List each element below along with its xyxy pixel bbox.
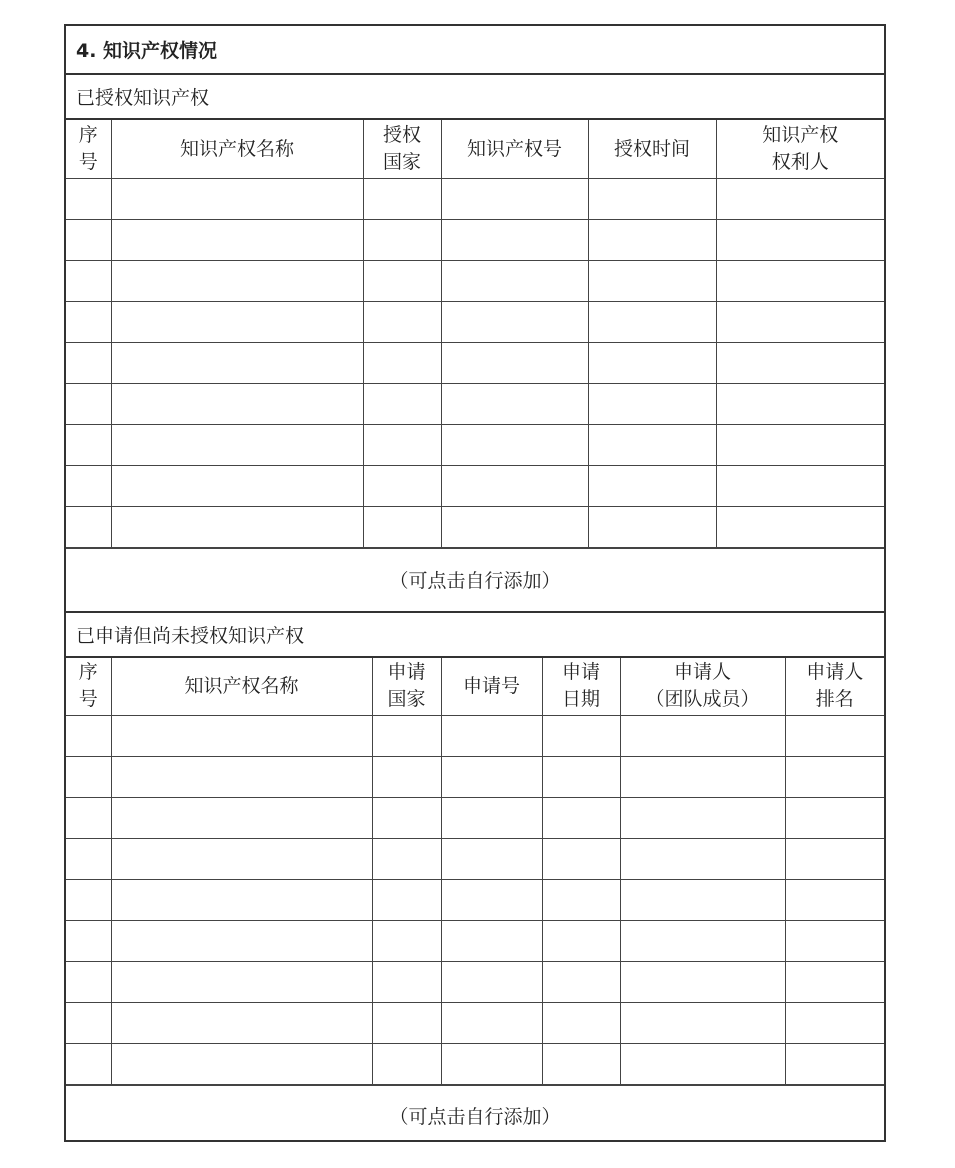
table-row [66, 880, 884, 921]
table-cell[interactable] [363, 178, 441, 219]
table-cell[interactable] [363, 424, 441, 465]
table-cell[interactable] [363, 219, 441, 260]
header-apply-country: 申请 国家 [372, 658, 441, 716]
table-cell[interactable] [441, 383, 588, 424]
table-cell[interactable] [620, 757, 785, 798]
table-row [66, 219, 884, 260]
table-cell[interactable] [542, 716, 620, 757]
header-applicant: 申请人 （团队成员） [620, 658, 785, 716]
pending-table [66, 658, 884, 1086]
table-cell[interactable] [111, 465, 363, 506]
table-cell[interactable] [363, 506, 441, 547]
table-cell[interactable] [441, 301, 588, 342]
table-cell[interactable] [588, 301, 716, 342]
table-cell[interactable] [785, 839, 884, 880]
table-cell[interactable] [716, 424, 884, 465]
table-cell[interactable] [66, 962, 111, 1003]
table-cell[interactable] [620, 921, 785, 962]
table-row [66, 757, 884, 798]
table-cell[interactable] [785, 716, 884, 757]
table-cell[interactable] [620, 798, 785, 839]
table-row [66, 921, 884, 962]
table-cell[interactable] [588, 506, 716, 547]
table-cell[interactable] [441, 962, 542, 1003]
table-row [66, 1003, 884, 1044]
table-cell[interactable] [620, 716, 785, 757]
table-row [66, 716, 884, 757]
pending-header-row [66, 658, 884, 716]
table-cell[interactable] [716, 178, 884, 219]
table-cell[interactable] [716, 342, 884, 383]
table-cell[interactable] [66, 219, 111, 260]
table-cell[interactable] [372, 757, 441, 798]
table-cell[interactable] [588, 465, 716, 506]
table-cell[interactable] [66, 798, 111, 839]
table-row [66, 506, 884, 547]
table-cell[interactable] [111, 383, 363, 424]
table-cell[interactable] [620, 962, 785, 1003]
table-row [66, 798, 884, 839]
header-ip-number: 知识产权号 [441, 120, 588, 178]
table-cell[interactable] [716, 383, 884, 424]
table-cell[interactable] [441, 260, 588, 301]
table-cell[interactable] [588, 424, 716, 465]
table-cell[interactable] [66, 342, 111, 383]
table-cell[interactable] [716, 506, 884, 547]
table-cell[interactable] [441, 880, 542, 921]
table-cell[interactable] [66, 301, 111, 342]
table-cell[interactable] [441, 1003, 542, 1044]
table-row [66, 260, 884, 301]
table-cell[interactable] [588, 383, 716, 424]
table-cell[interactable] [441, 716, 542, 757]
table-cell[interactable] [441, 839, 542, 880]
table-cell[interactable] [542, 962, 620, 1003]
table-cell[interactable] [441, 465, 588, 506]
table-cell[interactable] [620, 839, 785, 880]
table-cell[interactable] [66, 1003, 111, 1044]
table-cell[interactable] [66, 383, 111, 424]
table-cell[interactable] [785, 1003, 884, 1044]
table-cell[interactable] [372, 839, 441, 880]
table-row [66, 342, 884, 383]
table-cell[interactable] [363, 383, 441, 424]
header-seq: 序 号 [66, 120, 111, 178]
table-cell[interactable] [66, 506, 111, 547]
table-cell[interactable] [716, 301, 884, 342]
table-cell[interactable] [441, 219, 588, 260]
table-cell[interactable] [542, 757, 620, 798]
table-cell[interactable] [111, 342, 363, 383]
table-cell[interactable] [620, 880, 785, 921]
table-cell[interactable] [111, 1044, 372, 1085]
granted-subtitle: 已授权知识产权 [66, 75, 884, 120]
table-cell[interactable] [441, 178, 588, 219]
table-cell[interactable] [372, 921, 441, 962]
table-cell[interactable] [66, 424, 111, 465]
table-cell[interactable] [588, 219, 716, 260]
table-cell[interactable] [542, 1003, 620, 1044]
table-cell[interactable] [441, 1044, 542, 1085]
table-cell[interactable] [785, 1044, 884, 1085]
header-seq: 序 号 [66, 658, 111, 716]
table-cell[interactable] [441, 757, 542, 798]
table-cell[interactable] [372, 798, 441, 839]
table-cell[interactable] [111, 880, 372, 921]
table-row [66, 465, 884, 506]
table-cell[interactable] [111, 506, 363, 547]
table-cell[interactable] [716, 465, 884, 506]
table-cell[interactable] [363, 342, 441, 383]
table-cell[interactable] [66, 880, 111, 921]
table-cell[interactable] [111, 260, 363, 301]
table-cell[interactable] [111, 716, 372, 757]
table-cell[interactable] [111, 921, 372, 962]
granted-table [66, 120, 884, 548]
section-title: 4. 知识产权情况 [66, 26, 884, 75]
table-cell[interactable] [111, 219, 363, 260]
table-cell[interactable] [542, 798, 620, 839]
table-cell[interactable] [588, 342, 716, 383]
table-cell[interactable] [111, 798, 372, 839]
header-name: 知识产权名称 [111, 658, 372, 716]
table-cell[interactable] [620, 1044, 785, 1085]
table-cell[interactable] [66, 921, 111, 962]
header-grant-time: 授权时间 [588, 120, 716, 178]
header-application-number: 申请号 [441, 658, 542, 716]
table-cell[interactable] [785, 880, 884, 921]
header-apply-date: 申请 日期 [542, 658, 620, 716]
table-cell[interactable] [588, 260, 716, 301]
table-cell[interactable] [785, 962, 884, 1003]
table-cell[interactable] [111, 178, 363, 219]
table-row [66, 1044, 884, 1085]
table-cell[interactable] [542, 1044, 620, 1085]
granted-header-row [66, 120, 884, 178]
header-grant-country: 授权 国家 [363, 120, 441, 178]
table-cell[interactable] [588, 178, 716, 219]
table-cell[interactable] [372, 1003, 441, 1044]
table-cell[interactable] [785, 757, 884, 798]
table-cell[interactable] [441, 424, 588, 465]
table-cell[interactable] [111, 301, 363, 342]
table-row [66, 839, 884, 880]
table-cell[interactable] [716, 219, 884, 260]
table-row [66, 178, 884, 219]
table-row [66, 383, 884, 424]
table-cell[interactable] [111, 839, 372, 880]
table-cell[interactable] [785, 798, 884, 839]
table-cell[interactable] [66, 260, 111, 301]
table-cell[interactable] [363, 260, 441, 301]
table-cell[interactable] [785, 921, 884, 962]
table-cell[interactable] [372, 716, 441, 757]
table-cell[interactable] [363, 301, 441, 342]
table-cell[interactable] [363, 465, 441, 506]
ip-form [64, 24, 886, 1142]
table-cell[interactable] [66, 178, 111, 219]
header-applicant-rank: 申请人 排名 [785, 658, 884, 716]
table-cell[interactable] [66, 839, 111, 880]
table-cell[interactable] [111, 424, 363, 465]
table-cell[interactable] [441, 921, 542, 962]
table-cell[interactable] [111, 1003, 372, 1044]
table-cell[interactable] [441, 798, 542, 839]
table-cell[interactable] [441, 342, 588, 383]
table-cell[interactable] [620, 1003, 785, 1044]
table-cell[interactable] [111, 757, 372, 798]
table-cell[interactable] [372, 962, 441, 1003]
header-rights-holder: 知识产权 权利人 [716, 120, 884, 178]
table-cell[interactable] [542, 921, 620, 962]
table-cell[interactable] [716, 260, 884, 301]
pending-add-row-link[interactable]: （可点击自行添加） [66, 1085, 884, 1145]
table-cell[interactable] [441, 506, 588, 547]
table-cell[interactable] [66, 465, 111, 506]
table-cell[interactable] [372, 880, 441, 921]
header-name: 知识产权名称 [111, 120, 363, 178]
table-cell[interactable] [66, 716, 111, 757]
table-cell[interactable] [66, 1044, 111, 1085]
table-cell[interactable] [542, 839, 620, 880]
table-cell[interactable] [372, 1044, 441, 1085]
pending-subtitle: 已申请但尚未授权知识产权 [66, 613, 884, 658]
table-row [66, 424, 884, 465]
granted-add-row-link[interactable]: （可点击自行添加） [66, 548, 884, 613]
table-row [66, 301, 884, 342]
table-cell[interactable] [111, 962, 372, 1003]
table-row [66, 962, 884, 1003]
table-cell[interactable] [66, 757, 111, 798]
table-cell[interactable] [542, 880, 620, 921]
